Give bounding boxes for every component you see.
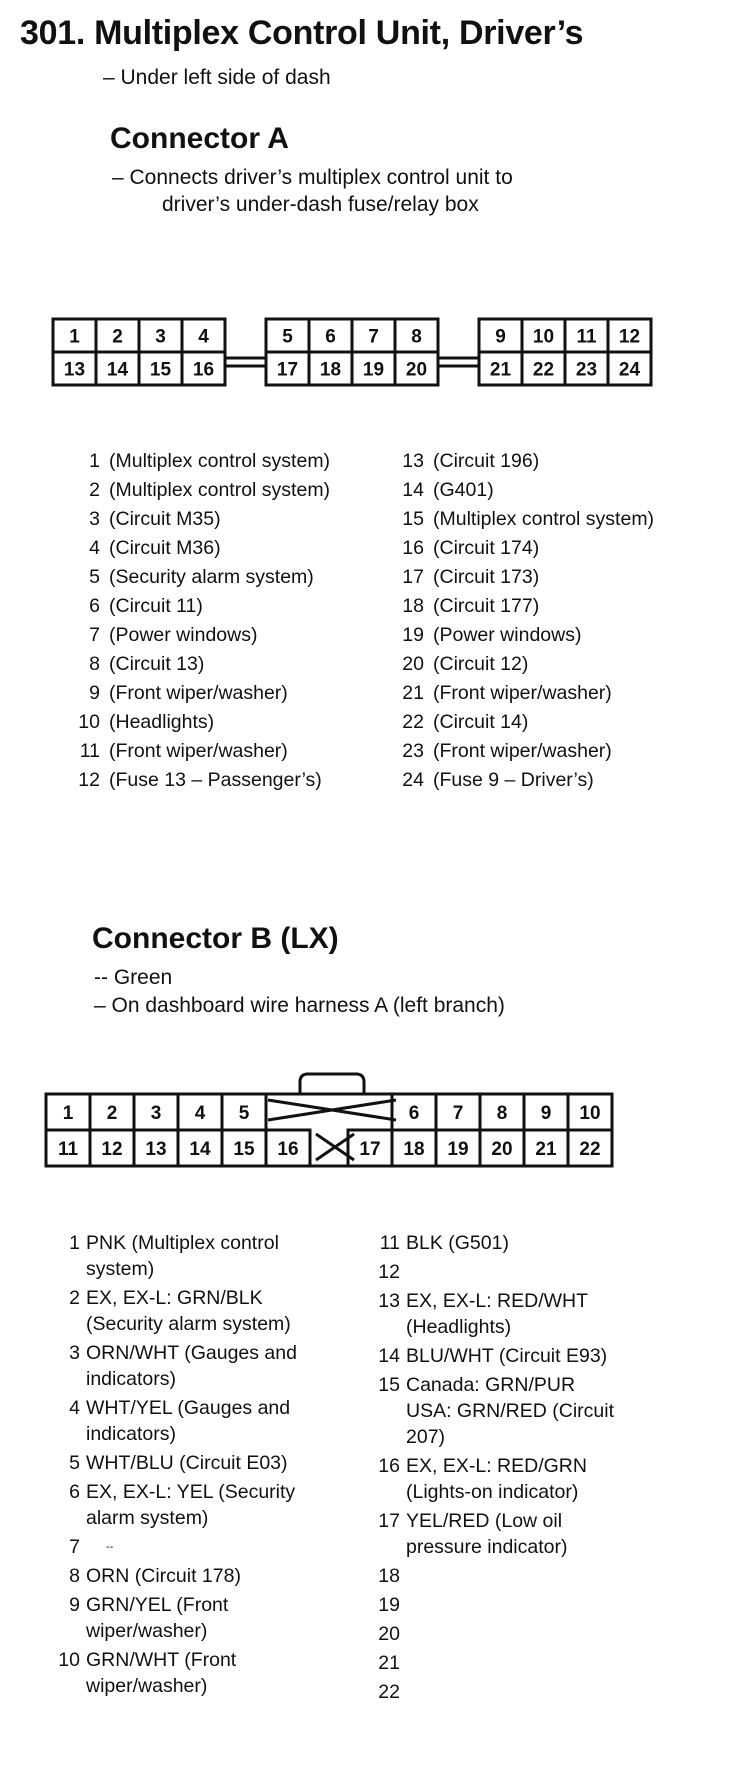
pin-description-line: (Headlights) [406,1316,512,1338]
pin-number: 3 [89,508,100,530]
pin-list-item [370,1592,670,1618]
connector-b-pin-label: 4 [194,1103,206,1124]
pin-list-item [70,708,330,737]
pin-description [400,1592,411,1618]
pin-number: 19 [378,1594,400,1616]
connector-b-pin-label: 6 [408,1103,420,1124]
pin-list-item [370,1259,670,1285]
pin-list-item [50,1395,380,1447]
connector-a-pin-label: 9 [495,326,506,348]
pin-description-line [406,1592,411,1618]
pin-number: 21 [402,682,424,704]
pin-number: 16 [378,1455,400,1477]
pin-list-item [400,592,654,621]
pin-description [400,1508,567,1560]
pin-description: (Front wiper/washer) [433,682,612,704]
pin-number: 13 [378,1290,400,1312]
connector-a-pin-label: 19 [362,359,385,381]
pin-list-item [70,650,330,679]
pin-description [80,1563,241,1589]
pin-number: 22 [402,711,424,733]
connector-b-pin-label: 15 [233,1139,255,1160]
pin-description [80,1340,297,1392]
pin-number: 2 [69,1287,80,1309]
pin-number: 14 [402,479,424,501]
pin-description: (Circuit 11) [109,595,203,617]
pin-description [400,1372,614,1450]
pin-list-item [50,1450,380,1476]
pin-list-item [400,737,654,766]
pin-number: 15 [402,508,424,530]
pin-number: 1 [69,1232,80,1254]
pin-description-line [406,1259,411,1285]
pin-number: 12 [78,769,100,791]
pin-description [400,1343,607,1369]
pin-list-item [400,766,654,795]
connector-b-color: -- Green [94,966,173,989]
connector-a-pin-label: 7 [368,326,379,348]
connector-b-pin-label: 10 [579,1103,601,1124]
connector-a-desc-line2: driver’s under-dash fuse/relay box [162,193,479,216]
connector-a-pin-label: 11 [576,326,597,348]
pin-list-item [70,476,330,505]
connector-b-pin-label: 7 [452,1103,464,1124]
pin-number: 5 [89,566,100,588]
pin-description [80,1592,228,1644]
pin-number: 8 [69,1565,80,1587]
connector-a-pin-label: 12 [618,326,641,348]
pin-description [400,1453,587,1505]
pin-list-item [370,1508,670,1560]
pin-number: 22 [378,1681,400,1703]
connector-b-pin-label: 22 [579,1139,601,1160]
connector-a-pin-label: 21 [489,359,512,381]
pin-number: 4 [69,1397,80,1419]
pin-number: 7 [69,1536,80,1558]
pin-description: (Fuse 9 – Driver’s) [433,769,594,791]
pin-description [400,1230,509,1256]
pin-description: (Circuit M36) [109,537,221,559]
pin-number: 12 [378,1261,400,1283]
pin-description: (Front wiper/washer) [109,740,288,762]
pin-number: 18 [378,1565,400,1587]
pin-list-item [50,1534,380,1560]
pin-list-item [50,1230,380,1282]
pin-list-item [370,1621,670,1647]
pin-description-line: wiper/washer) [86,1620,208,1642]
pin-description [400,1679,411,1705]
connector-b-pin-label: 5 [238,1103,250,1124]
pin-number: 3 [69,1342,80,1364]
pin-number: 9 [89,682,100,704]
pin-list-item [370,1372,670,1450]
pin-description [400,1621,411,1647]
pin-description: (Power windows) [433,624,582,646]
pin-number: 20 [378,1623,400,1645]
pin-description: (Headlights) [109,711,215,733]
pin-number: 13 [402,450,424,472]
pin-description-line: indicators) [86,1368,176,1390]
pin-list-item [370,1679,670,1705]
pin-description [80,1395,290,1447]
pin-description-line: ORN/WHT (Gauges and [86,1342,297,1364]
pin-number: 14 [378,1345,400,1367]
pin-list-item [50,1340,380,1392]
pin-list-item [370,1343,670,1369]
connector-a-pin-label: 8 [411,326,422,348]
pin-number: 21 [378,1652,400,1674]
pin-description: (Circuit M35) [109,508,221,530]
connector-b-title: Connector B (LX) [92,922,339,955]
pin-list-item [50,1592,380,1644]
pin-description: (Circuit 13) [109,653,205,675]
pin-description: (Fuse 13 – Passenger’s) [109,769,322,791]
connector-a-pin-label: 4 [198,326,209,348]
connector-b-pin-label: 17 [359,1139,381,1160]
pin-number: 7 [89,624,100,646]
pin-description-line: indicators) [86,1423,176,1445]
pin-description [80,1450,288,1476]
connector-a-pin-label: 24 [618,359,641,381]
connector-a-pin-label: 1 [69,326,80,348]
pin-description: (Power windows) [109,624,258,646]
connector-b-pin-label: 21 [535,1139,557,1160]
pin-number: 20 [402,653,424,675]
pin-list-item [400,476,654,505]
pin-list-item [400,563,654,592]
pin-number: 8 [89,653,100,675]
pin-list-item [400,505,654,534]
pin-description: (Circuit 196) [433,450,540,472]
pin-list-item [370,1230,670,1256]
pin-description: (Circuit 14) [433,711,529,733]
connector-b-pin-label: 8 [496,1103,508,1124]
connector-b-pin-label: 11 [57,1139,79,1160]
pin-list-item [400,650,654,679]
pin-description [80,1285,291,1337]
connector-b-pin-label: 20 [491,1139,513,1160]
pin-number: 19 [402,624,424,646]
connector-a-pin-label: 15 [149,359,172,381]
connector-a-pin-label: 13 [63,359,86,381]
pin-description-line: 207) [406,1426,446,1448]
pin-description-line: wiper/washer) [86,1675,208,1697]
pin-list-item [400,534,654,563]
connector-b-pin-label: 2 [106,1103,118,1124]
connector-a-pin-label: 16 [192,359,215,381]
pin-description-line: USA: GRN/RED (Circuit [406,1400,615,1422]
pin-description-line [406,1650,411,1676]
pin-description: (Front wiper/washer) [433,740,612,762]
connector-a-pin-label: 10 [532,326,555,348]
pin-description [80,1534,113,1560]
pin-description-line: WHT/BLU (Circuit E03) [86,1452,288,1474]
pin-list-item [70,505,330,534]
pin-description: (G401) [433,479,494,501]
pin-list-item [50,1647,380,1699]
connector-b-location: – On dashboard wire harness A (left branch) [94,994,505,1017]
pin-list-item [370,1453,670,1505]
pin-description: (Security alarm system) [109,566,314,588]
pin-number: 5 [69,1452,80,1474]
connector-a-pin-label: 3 [155,326,166,348]
connector-b-pin-label: 14 [189,1139,211,1160]
connector-a-pin-list-left [70,447,330,795]
connector-a-pin-label: 14 [106,359,129,381]
pin-description: (Circuit 174) [433,537,540,559]
connector-b-pin-label: 18 [403,1139,425,1160]
pin-number: 11 [379,1232,400,1254]
pin-number: 1 [89,450,100,472]
pin-description: (Multiplex control system) [109,479,331,501]
connector-a-pin-label: 18 [319,359,342,381]
pin-number: 16 [402,537,424,559]
pin-description [80,1647,236,1699]
connector-a-pin-label: 17 [276,359,299,381]
pin-description-line: GRN/WHT (Front [86,1649,237,1671]
connector-a-title: Connector A [110,122,289,155]
pin-list-item [70,621,330,650]
pin-list-item [400,621,654,650]
connector-b-pin-label: 12 [101,1139,123,1160]
pin-description: (Multiplex control system) [433,508,655,530]
connector-b-pin-label: 19 [447,1139,469,1160]
connector-b-pin-list-left [50,1230,380,1702]
connector-b-pin-label: 16 [277,1139,299,1160]
pin-description-line: BLK (G501) [406,1232,509,1254]
pin-list-item [400,447,654,476]
connector-b-latch [300,1074,364,1094]
pin-number: 15 [378,1374,400,1396]
pin-list-item [370,1288,670,1340]
connector-a-pin-label: 20 [405,359,428,381]
pin-number: 4 [89,537,100,559]
pin-description [400,1259,411,1285]
pin-description-line: EX, EX-L: YEL (Security [86,1481,296,1503]
pin-description-line: EX, EX-L: RED/WHT [406,1290,589,1312]
pin-list-item [70,679,330,708]
connector-a-pin-label: 2 [112,326,123,348]
pin-description-line [406,1621,411,1647]
pin-description-line: alarm system) [86,1507,209,1529]
pin-description-line: YEL/RED (Low oil [406,1510,563,1532]
pin-list-item [70,737,330,766]
pin-description-line: GRN/YEL (Front [86,1594,229,1616]
pin-list-item [50,1563,380,1589]
pin-description-line: -- [106,1541,114,1553]
pin-list-item [50,1285,380,1337]
pin-number: 2 [89,479,100,501]
connector-a-pin-label: 22 [532,359,555,381]
pin-number: 23 [402,740,424,762]
pin-description-line: WHT/YEL (Gauges and [86,1397,291,1419]
pin-list-item [400,708,654,737]
connector-a-pin-label: 5 [282,326,293,348]
connector-b-pin-label: 1 [62,1103,74,1124]
pin-number: 11 [79,740,100,762]
pin-list-item [70,592,330,621]
connector-a-pin-label: 6 [325,326,336,348]
pin-number: 24 [402,769,424,791]
pin-number: 10 [78,711,100,733]
pin-list-item [370,1563,670,1589]
connector-a-desc-line1: – Connects driver’s multiplex control unit to [112,166,513,189]
connector-b-pin-label: 3 [150,1103,162,1124]
pin-description-line: Canada: GRN/PUR [406,1374,576,1396]
pin-description-line: BLU/WHT (Circuit E93) [406,1345,608,1367]
pin-list-item [70,447,330,476]
pin-description-line: pressure indicator) [406,1536,568,1558]
pin-description [400,1288,588,1340]
pin-list-item [70,766,330,795]
pin-number: 17 [402,566,424,588]
pin-number: 6 [89,595,100,617]
pin-description: (Front wiper/washer) [109,682,288,704]
pin-list-item [50,1479,380,1531]
pin-number: 18 [402,595,424,617]
pin-number: 6 [69,1481,80,1503]
pin-description [80,1230,279,1282]
pin-number: 9 [69,1594,80,1616]
connector-b-pin-list-right [370,1230,670,1708]
pin-description-line: ORN (Circuit 178) [86,1565,241,1587]
pin-description-line: (Lights-on indicator) [406,1481,579,1503]
pin-description: (Circuit 12) [433,653,529,675]
page-title: 301. Multiplex Control Unit, Driver’s [20,14,584,52]
pin-list-item [70,563,330,592]
pin-number: 17 [378,1510,400,1532]
pin-description-line: EX, EX-L: RED/GRN [406,1455,587,1477]
pin-description-line: EX, EX-L: GRN/BLK [86,1287,263,1309]
pin-description: (Circuit 173) [433,566,540,588]
pin-description-line: (Security alarm system) [86,1313,291,1335]
pin-number: 10 [58,1649,80,1671]
pin-description-line: PNK (Multiplex control [86,1232,279,1254]
page-location: – Under left side of dash [103,66,331,89]
connector-b-pin-label: 9 [540,1103,552,1124]
connector-a-pin-label: 23 [575,359,598,381]
pin-list-item [70,534,330,563]
pin-description-line [406,1563,411,1589]
pin-description-line: system) [86,1258,155,1280]
pin-description: (Multiplex control system) [109,450,331,472]
pin-description [400,1650,411,1676]
pin-list-item [400,679,654,708]
pin-description: (Circuit 177) [433,595,540,617]
pin-list-item [370,1650,670,1676]
pin-description [80,1479,295,1531]
connector-b-diagram [0,1050,736,1170]
connector-b-pin-label: 13 [145,1139,167,1160]
connector-a-diagram [0,300,736,400]
connector-a-pin-list-right [400,447,654,795]
pin-description [400,1563,411,1589]
pin-description-line [406,1679,411,1705]
